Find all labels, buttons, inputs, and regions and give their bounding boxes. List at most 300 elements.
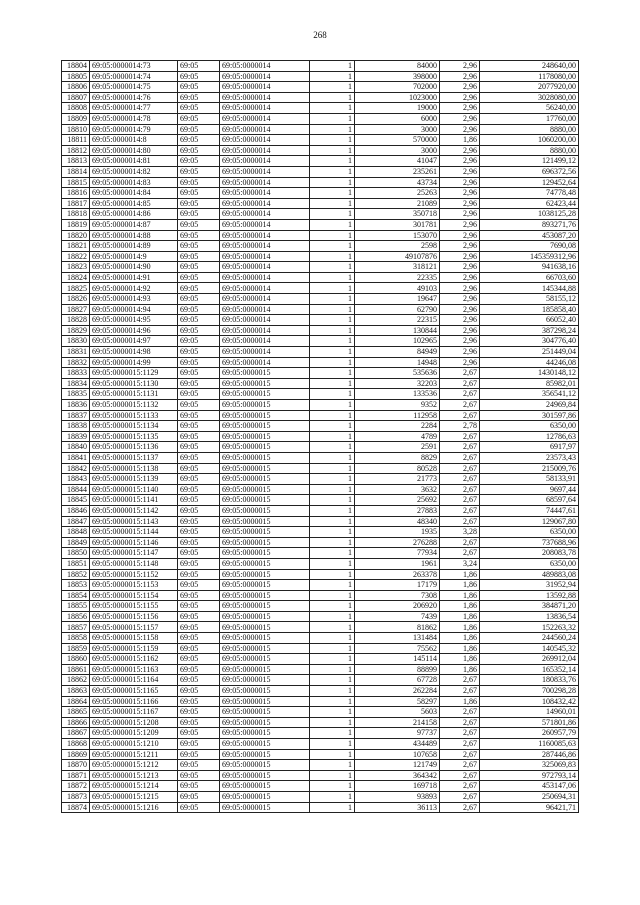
cadastral-value-cell: 185858,40 bbox=[480, 304, 579, 315]
cadastral-value-cell: 301597,86 bbox=[480, 410, 579, 421]
specific-value-cell: 2,96 bbox=[440, 177, 480, 188]
cadastral-quarter-cell: 69:05:0000015 bbox=[220, 548, 310, 559]
specific-value-cell: 2,67 bbox=[440, 474, 480, 485]
specific-value-cell: 2,67 bbox=[440, 760, 480, 771]
count-cell: 1 bbox=[310, 802, 355, 813]
row-number-cell: 18838 bbox=[62, 421, 90, 432]
cadastral-quarter-cell: 69:05:0000014 bbox=[220, 304, 310, 315]
cadastral-quarter-cell: 69:05:0000015 bbox=[220, 410, 310, 421]
area-cell: 49107876 bbox=[355, 251, 440, 262]
district-code-cell: 69:05 bbox=[178, 527, 220, 538]
cadastral-quarter-cell: 69:05:0000014 bbox=[220, 82, 310, 93]
row-number-cell: 18812 bbox=[62, 145, 90, 156]
district-code-cell: 69:05 bbox=[178, 294, 220, 305]
cadastral-quarter-cell: 69:05:0000014 bbox=[220, 325, 310, 336]
count-cell: 1 bbox=[310, 728, 355, 739]
cadastral-value-cell: 66052,40 bbox=[480, 315, 579, 326]
row-number-cell: 18822 bbox=[62, 251, 90, 262]
specific-value-cell: 2,67 bbox=[440, 707, 480, 718]
row-number-cell: 18854 bbox=[62, 590, 90, 601]
cadastral-value-cell: 287446,86 bbox=[480, 749, 579, 760]
table-row bbox=[62, 728, 579, 739]
specific-value-cell: 2,96 bbox=[440, 124, 480, 135]
cadastral-number-cell: 69:05:0000015:1159 bbox=[90, 643, 178, 654]
cadastral-value-cell: 6350,00 bbox=[480, 527, 579, 538]
table-row bbox=[62, 495, 579, 506]
district-code-cell: 69:05 bbox=[178, 452, 220, 463]
specific-value-cell: 2,67 bbox=[440, 410, 480, 421]
cadastral-number-cell: 69:05:0000014:8 bbox=[90, 135, 178, 146]
cadastral-value-cell: 44246,08 bbox=[480, 357, 579, 368]
cadastral-value-cell: 941638,16 bbox=[480, 262, 579, 273]
count-cell: 1 bbox=[310, 558, 355, 569]
cadastral-value-cell: 58133,91 bbox=[480, 474, 579, 485]
cadastral-number-cell: 69:05:0000014:84 bbox=[90, 188, 178, 199]
specific-value-cell: 2,67 bbox=[440, 728, 480, 739]
cadastral-value-cell: 250694,31 bbox=[480, 791, 579, 802]
area-cell: 262284 bbox=[355, 686, 440, 697]
cadastral-value-cell: 215009,76 bbox=[480, 463, 579, 474]
table-row bbox=[62, 442, 579, 453]
cadastral-number-cell: 69:05:0000014:79 bbox=[90, 124, 178, 135]
cadastral-number-cell: 69:05:0000015:1163 bbox=[90, 664, 178, 675]
count-cell: 1 bbox=[310, 188, 355, 199]
cadastral-number-cell: 69:05:0000015:1156 bbox=[90, 611, 178, 622]
cadastral-number-cell: 69:05:0000015:1136 bbox=[90, 442, 178, 453]
count-cell: 1 bbox=[310, 219, 355, 230]
specific-value-cell: 2,67 bbox=[440, 675, 480, 686]
row-number-cell: 18835 bbox=[62, 389, 90, 400]
cadastral-number-cell: 69:05:0000015:1166 bbox=[90, 696, 178, 707]
table-row bbox=[62, 527, 579, 538]
specific-value-cell: 1,86 bbox=[440, 654, 480, 665]
cadastral-value-table bbox=[61, 60, 579, 813]
area-cell: 350718 bbox=[355, 209, 440, 220]
count-cell: 1 bbox=[310, 230, 355, 241]
cadastral-number-cell: 69:05:0000015:1152 bbox=[90, 569, 178, 580]
row-number-cell: 18826 bbox=[62, 294, 90, 305]
row-number-cell: 18820 bbox=[62, 230, 90, 241]
row-number-cell: 18823 bbox=[62, 262, 90, 273]
cadastral-quarter-cell: 69:05:0000015 bbox=[220, 442, 310, 453]
cadastral-number-cell: 69:05:0000015:1208 bbox=[90, 717, 178, 728]
table-row bbox=[62, 633, 579, 644]
area-cell: 21773 bbox=[355, 474, 440, 485]
cadastral-quarter-cell: 69:05:0000015 bbox=[220, 516, 310, 527]
table-row bbox=[62, 569, 579, 580]
count-cell: 1 bbox=[310, 739, 355, 750]
table-row bbox=[62, 347, 579, 358]
cadastral-number-cell: 69:05:0000015:1139 bbox=[90, 474, 178, 485]
cadastral-number-cell: 69:05:0000014:81 bbox=[90, 156, 178, 167]
cadastral-number-cell: 69:05:0000015:1155 bbox=[90, 601, 178, 612]
table-row bbox=[62, 113, 579, 124]
cadastral-quarter-cell: 69:05:0000015 bbox=[220, 389, 310, 400]
cadastral-quarter-cell: 69:05:0000015 bbox=[220, 696, 310, 707]
specific-value-cell: 3,28 bbox=[440, 527, 480, 538]
specific-value-cell: 2,67 bbox=[440, 463, 480, 474]
district-code-cell: 69:05 bbox=[178, 389, 220, 400]
cadastral-value-cell: 85982,01 bbox=[480, 378, 579, 389]
area-cell: 49103 bbox=[355, 283, 440, 294]
cadastral-number-cell: 69:05:0000015:1167 bbox=[90, 707, 178, 718]
specific-value-cell: 2,96 bbox=[440, 304, 480, 315]
specific-value-cell: 2,67 bbox=[440, 442, 480, 453]
district-code-cell: 69:05 bbox=[178, 241, 220, 252]
cadastral-value-cell: 66703,60 bbox=[480, 272, 579, 283]
district-code-cell: 69:05 bbox=[178, 791, 220, 802]
area-cell: 36113 bbox=[355, 802, 440, 813]
area-cell: 121749 bbox=[355, 760, 440, 771]
table-row bbox=[62, 431, 579, 442]
district-code-cell: 69:05 bbox=[178, 336, 220, 347]
cadastral-quarter-cell: 69:05:0000014 bbox=[220, 230, 310, 241]
count-cell: 1 bbox=[310, 654, 355, 665]
cadastral-value-cell: 17760,00 bbox=[480, 113, 579, 124]
cadastral-quarter-cell: 69:05:0000015 bbox=[220, 654, 310, 665]
district-code-cell: 69:05 bbox=[178, 569, 220, 580]
table-row bbox=[62, 654, 579, 665]
area-cell: 1961 bbox=[355, 558, 440, 569]
table-row bbox=[62, 145, 579, 156]
count-cell: 1 bbox=[310, 251, 355, 262]
specific-value-cell: 2,96 bbox=[440, 241, 480, 252]
area-cell: 4789 bbox=[355, 431, 440, 442]
district-code-cell: 69:05 bbox=[178, 304, 220, 315]
row-number-cell: 18859 bbox=[62, 643, 90, 654]
row-number-cell: 18856 bbox=[62, 611, 90, 622]
row-number-cell: 18850 bbox=[62, 548, 90, 559]
table-row bbox=[62, 516, 579, 527]
cadastral-quarter-cell: 69:05:0000014 bbox=[220, 272, 310, 283]
cadastral-quarter-cell: 69:05:0000014 bbox=[220, 357, 310, 368]
count-cell: 1 bbox=[310, 463, 355, 474]
count-cell: 1 bbox=[310, 61, 355, 72]
specific-value-cell: 2,96 bbox=[440, 103, 480, 114]
cadastral-number-cell: 69:05:0000015:1209 bbox=[90, 728, 178, 739]
table-row bbox=[62, 590, 579, 601]
count-cell: 1 bbox=[310, 537, 355, 548]
specific-value-cell: 1,86 bbox=[440, 590, 480, 601]
district-code-cell: 69:05 bbox=[178, 325, 220, 336]
cadastral-quarter-cell: 69:05:0000014 bbox=[220, 177, 310, 188]
table-row bbox=[62, 601, 579, 612]
area-cell: 14948 bbox=[355, 357, 440, 368]
count-cell: 1 bbox=[310, 495, 355, 506]
cadastral-number-cell: 69:05:0000015:1154 bbox=[90, 590, 178, 601]
area-cell: 27883 bbox=[355, 505, 440, 516]
count-cell: 1 bbox=[310, 198, 355, 209]
specific-value-cell: 2,96 bbox=[440, 272, 480, 283]
area-cell: 5603 bbox=[355, 707, 440, 718]
specific-value-cell: 2,96 bbox=[440, 219, 480, 230]
count-cell: 1 bbox=[310, 400, 355, 411]
row-number-cell: 18815 bbox=[62, 177, 90, 188]
district-code-cell: 69:05 bbox=[178, 749, 220, 760]
count-cell: 1 bbox=[310, 516, 355, 527]
specific-value-cell: 1,86 bbox=[440, 664, 480, 675]
row-number-cell: 18821 bbox=[62, 241, 90, 252]
cadastral-value-cell: 165352,14 bbox=[480, 664, 579, 675]
cadastral-quarter-cell: 69:05:0000015 bbox=[220, 791, 310, 802]
row-number-cell: 18849 bbox=[62, 537, 90, 548]
count-cell: 1 bbox=[310, 442, 355, 453]
cadastral-value-cell: 108432,42 bbox=[480, 696, 579, 707]
area-cell: 235261 bbox=[355, 166, 440, 177]
cadastral-quarter-cell: 69:05:0000014 bbox=[220, 251, 310, 262]
district-code-cell: 69:05 bbox=[178, 272, 220, 283]
table-row bbox=[62, 410, 579, 421]
table-row bbox=[62, 241, 579, 252]
cadastral-quarter-cell: 69:05:0000014 bbox=[220, 209, 310, 220]
cadastral-number-cell: 69:05:0000015:1144 bbox=[90, 527, 178, 538]
cadastral-number-cell: 69:05:0000014:93 bbox=[90, 294, 178, 305]
cadastral-number-cell: 69:05:0000015:1137 bbox=[90, 452, 178, 463]
area-cell: 214158 bbox=[355, 717, 440, 728]
specific-value-cell: 2,67 bbox=[440, 749, 480, 760]
district-code-cell: 69:05 bbox=[178, 124, 220, 135]
cadastral-quarter-cell: 69:05:0000015 bbox=[220, 675, 310, 686]
cadastral-value-cell: 6350,00 bbox=[480, 558, 579, 569]
area-cell: 263378 bbox=[355, 569, 440, 580]
row-number-cell: 18863 bbox=[62, 686, 90, 697]
area-cell: 77934 bbox=[355, 548, 440, 559]
cadastral-number-cell: 69:05:0000014:85 bbox=[90, 198, 178, 209]
cadastral-value-cell: 8880,00 bbox=[480, 145, 579, 156]
count-cell: 1 bbox=[310, 378, 355, 389]
row-number-cell: 18842 bbox=[62, 463, 90, 474]
table-row bbox=[62, 177, 579, 188]
count-cell: 1 bbox=[310, 601, 355, 612]
cadastral-number-cell: 69:05:0000015:1135 bbox=[90, 431, 178, 442]
row-number-cell: 18844 bbox=[62, 484, 90, 495]
specific-value-cell: 2,67 bbox=[440, 484, 480, 495]
specific-value-cell: 2,67 bbox=[440, 505, 480, 516]
table-row bbox=[62, 537, 579, 548]
district-code-cell: 69:05 bbox=[178, 262, 220, 273]
area-cell: 81862 bbox=[355, 622, 440, 633]
count-cell: 1 bbox=[310, 664, 355, 675]
district-code-cell: 69:05 bbox=[178, 92, 220, 103]
count-cell: 1 bbox=[310, 357, 355, 368]
cadastral-value-cell: 387298,24 bbox=[480, 325, 579, 336]
cadastral-value-cell: 12786,63 bbox=[480, 431, 579, 442]
row-number-cell: 18872 bbox=[62, 781, 90, 792]
table-row bbox=[62, 505, 579, 516]
district-code-cell: 69:05 bbox=[178, 686, 220, 697]
cadastral-number-cell: 69:05:0000015:1211 bbox=[90, 749, 178, 760]
count-cell: 1 bbox=[310, 124, 355, 135]
cadastral-quarter-cell: 69:05:0000015 bbox=[220, 484, 310, 495]
cadastral-number-cell: 69:05:0000014:9 bbox=[90, 251, 178, 262]
table-row bbox=[62, 643, 579, 654]
district-code-cell: 69:05 bbox=[178, 516, 220, 527]
row-number-cell: 18836 bbox=[62, 400, 90, 411]
cadastral-value-cell: 1038125,28 bbox=[480, 209, 579, 220]
cadastral-number-cell: 69:05:0000015:1143 bbox=[90, 516, 178, 527]
row-number-cell: 18816 bbox=[62, 188, 90, 199]
cadastral-number-cell: 69:05:0000015:1210 bbox=[90, 739, 178, 750]
table-row bbox=[62, 198, 579, 209]
count-cell: 1 bbox=[310, 92, 355, 103]
count-cell: 1 bbox=[310, 643, 355, 654]
district-code-cell: 69:05 bbox=[178, 537, 220, 548]
specific-value-cell: 2,67 bbox=[440, 495, 480, 506]
area-cell: 93893 bbox=[355, 791, 440, 802]
page-number: 268 bbox=[313, 30, 327, 40]
cadastral-number-cell: 69:05:0000014:97 bbox=[90, 336, 178, 347]
specific-value-cell: 2,96 bbox=[440, 357, 480, 368]
cadastral-number-cell: 69:05:0000014:95 bbox=[90, 315, 178, 326]
table-row bbox=[62, 474, 579, 485]
cadastral-value-cell: 7690,08 bbox=[480, 241, 579, 252]
specific-value-cell: 1,86 bbox=[440, 633, 480, 644]
district-code-cell: 69:05 bbox=[178, 590, 220, 601]
cadastral-value-cell: 180833,76 bbox=[480, 675, 579, 686]
area-cell: 22335 bbox=[355, 272, 440, 283]
cadastral-quarter-cell: 69:05:0000015 bbox=[220, 527, 310, 538]
specific-value-cell: 2,96 bbox=[440, 113, 480, 124]
district-code-cell: 69:05 bbox=[178, 251, 220, 262]
area-cell: 6000 bbox=[355, 113, 440, 124]
district-code-cell: 69:05 bbox=[178, 198, 220, 209]
cadastral-number-cell: 69:05:0000015:1157 bbox=[90, 622, 178, 633]
specific-value-cell: 2,67 bbox=[440, 739, 480, 750]
cadastral-value-cell: 1430148,12 bbox=[480, 368, 579, 379]
cadastral-value-cell: 56240,00 bbox=[480, 103, 579, 114]
cadastral-number-cell: 69:05:0000015:1153 bbox=[90, 580, 178, 591]
district-code-cell: 69:05 bbox=[178, 315, 220, 326]
row-number-cell: 18814 bbox=[62, 166, 90, 177]
district-code-cell: 69:05 bbox=[178, 770, 220, 781]
count-cell: 1 bbox=[310, 707, 355, 718]
count-cell: 1 bbox=[310, 580, 355, 591]
row-number-cell: 18827 bbox=[62, 304, 90, 315]
cadastral-number-cell: 69:05:0000015:1148 bbox=[90, 558, 178, 569]
row-number-cell: 18824 bbox=[62, 272, 90, 283]
count-cell: 1 bbox=[310, 145, 355, 156]
specific-value-cell: 2,96 bbox=[440, 347, 480, 358]
table-row bbox=[62, 156, 579, 167]
cadastral-number-cell: 69:05:0000015:1147 bbox=[90, 548, 178, 559]
table-row bbox=[62, 283, 579, 294]
cadastral-number-cell: 69:05:0000014:80 bbox=[90, 145, 178, 156]
area-cell: 2591 bbox=[355, 442, 440, 453]
cadastral-quarter-cell: 69:05:0000015 bbox=[220, 558, 310, 569]
cadastral-quarter-cell: 69:05:0000015 bbox=[220, 601, 310, 612]
area-cell: 535636 bbox=[355, 368, 440, 379]
cadastral-number-cell: 69:05:0000014:99 bbox=[90, 357, 178, 368]
specific-value-cell: 2,67 bbox=[440, 537, 480, 548]
row-number-cell: 18864 bbox=[62, 696, 90, 707]
count-cell: 1 bbox=[310, 166, 355, 177]
count-cell: 1 bbox=[310, 82, 355, 93]
count-cell: 1 bbox=[310, 410, 355, 421]
count-cell: 1 bbox=[310, 156, 355, 167]
cadastral-quarter-cell: 69:05:0000015 bbox=[220, 611, 310, 622]
specific-value-cell: 2,67 bbox=[440, 452, 480, 463]
cadastral-value-cell: 453087,20 bbox=[480, 230, 579, 241]
row-number-cell: 18871 bbox=[62, 770, 90, 781]
row-number-cell: 18819 bbox=[62, 219, 90, 230]
cadastral-quarter-cell: 69:05:0000015 bbox=[220, 749, 310, 760]
cadastral-quarter-cell: 69:05:0000014 bbox=[220, 61, 310, 72]
cadastral-number-cell: 69:05:0000015:1165 bbox=[90, 686, 178, 697]
row-number-cell: 18860 bbox=[62, 654, 90, 665]
district-code-cell: 69:05 bbox=[178, 368, 220, 379]
cadastral-number-cell: 69:05:0000014:74 bbox=[90, 71, 178, 82]
cadastral-number-cell: 69:05:0000014:83 bbox=[90, 177, 178, 188]
cadastral-quarter-cell: 69:05:0000014 bbox=[220, 347, 310, 358]
cadastral-value-cell: 251449,04 bbox=[480, 347, 579, 358]
table-row bbox=[62, 389, 579, 400]
count-cell: 1 bbox=[310, 770, 355, 781]
count-cell: 1 bbox=[310, 389, 355, 400]
count-cell: 1 bbox=[310, 135, 355, 146]
cadastral-value-cell: 248640,00 bbox=[480, 61, 579, 72]
table-row bbox=[62, 696, 579, 707]
area-cell: 2284 bbox=[355, 421, 440, 432]
district-code-cell: 69:05 bbox=[178, 717, 220, 728]
specific-value-cell: 2,67 bbox=[440, 389, 480, 400]
count-cell: 1 bbox=[310, 633, 355, 644]
cadastral-quarter-cell: 69:05:0000014 bbox=[220, 124, 310, 135]
district-code-cell: 69:05 bbox=[178, 558, 220, 569]
count-cell: 1 bbox=[310, 717, 355, 728]
row-number-cell: 18846 bbox=[62, 505, 90, 516]
cadastral-value-cell: 356541,12 bbox=[480, 389, 579, 400]
count-cell: 1 bbox=[310, 791, 355, 802]
cadastral-quarter-cell: 69:05:0000015 bbox=[220, 400, 310, 411]
cadastral-quarter-cell: 69:05:0000014 bbox=[220, 294, 310, 305]
row-number-cell: 18837 bbox=[62, 410, 90, 421]
specific-value-cell: 3,24 bbox=[440, 558, 480, 569]
area-cell: 80528 bbox=[355, 463, 440, 474]
area-cell: 206920 bbox=[355, 601, 440, 612]
count-cell: 1 bbox=[310, 548, 355, 559]
specific-value-cell: 2,96 bbox=[440, 61, 480, 72]
count-cell: 1 bbox=[310, 696, 355, 707]
cadastral-value-cell: 13592,88 bbox=[480, 590, 579, 601]
cadastral-quarter-cell: 69:05:0000015 bbox=[220, 431, 310, 442]
table-row bbox=[62, 791, 579, 802]
cadastral-value-cell: 14960,01 bbox=[480, 707, 579, 718]
table-row bbox=[62, 272, 579, 283]
cadastral-value-cell: 2077920,00 bbox=[480, 82, 579, 93]
cadastral-value-cell: 74447,61 bbox=[480, 505, 579, 516]
count-cell: 1 bbox=[310, 71, 355, 82]
cadastral-number-cell: 69:05:0000015:1158 bbox=[90, 633, 178, 644]
table-row bbox=[62, 770, 579, 781]
area-cell: 17179 bbox=[355, 580, 440, 591]
row-number-cell: 18855 bbox=[62, 601, 90, 612]
cadastral-number-cell: 69:05:0000014:94 bbox=[90, 304, 178, 315]
cadastral-quarter-cell: 69:05:0000015 bbox=[220, 770, 310, 781]
table-row bbox=[62, 209, 579, 220]
specific-value-cell: 2,96 bbox=[440, 262, 480, 273]
table-row bbox=[62, 294, 579, 305]
district-code-cell: 69:05 bbox=[178, 728, 220, 739]
district-code-cell: 69:05 bbox=[178, 802, 220, 813]
cadastral-value-cell: 453147,06 bbox=[480, 781, 579, 792]
cadastral-quarter-cell: 69:05:0000015 bbox=[220, 590, 310, 601]
cadastral-number-cell: 69:05:0000014:87 bbox=[90, 219, 178, 230]
cadastral-number-cell: 69:05:0000014:77 bbox=[90, 103, 178, 114]
row-number-cell: 18830 bbox=[62, 336, 90, 347]
cadastral-quarter-cell: 69:05:0000015 bbox=[220, 474, 310, 485]
cadastral-value-cell: 972793,14 bbox=[480, 770, 579, 781]
cadastral-number-cell: 69:05:0000015:1134 bbox=[90, 421, 178, 432]
